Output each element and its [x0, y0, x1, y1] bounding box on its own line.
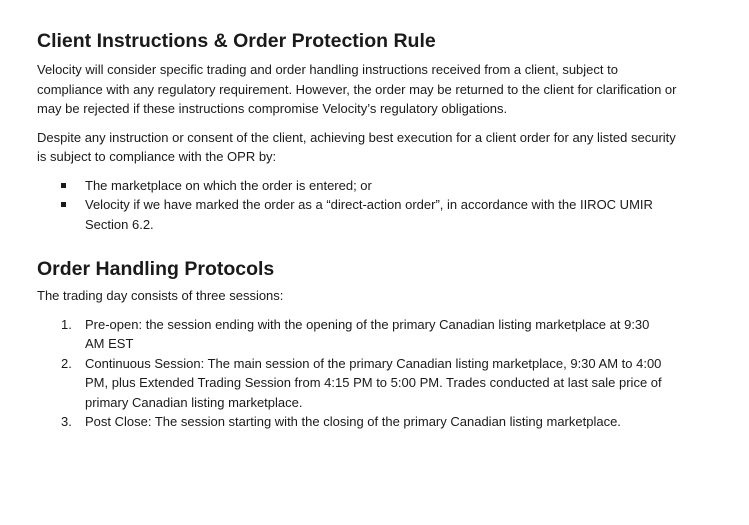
section-heading-client-instructions: Client Instructions & Order Protection Rule: [37, 30, 436, 52]
paragraph-trading-day-intro: The trading day consists of three sessions:: [37, 288, 284, 303]
list-item-text: Continuous Session: The main session of the primary Canadian listing marketplace, 9:30 AM to 4:00 PM, plus Extended Trading Session from 4:15 PM to 5:00 PM. Trades conducted at last sale price of primary Canadian listing marketplace.: [85, 355, 662, 410]
list-item: [61, 354, 665, 413]
section-heading-order-handling: Order Handling Protocols: [37, 258, 275, 280]
list-number: 2.: [61, 355, 72, 371]
list-number: 1.: [61, 316, 72, 332]
list-item: [61, 315, 665, 354]
document-body: [37, 30, 687, 432]
list-item: [61, 412, 665, 432]
square-bullet-icon: [61, 183, 66, 188]
list-item-text: Pre-open: the session ending with the opening of the primary Canadian listing marketplace at 9:30 AM EST: [85, 316, 650, 351]
bullet-list: [37, 176, 687, 235]
paragraph-best-execution: Despite any instruction or consent of the client, achieving best execution for a client order for any listed security is subject to compliance with the OPR by:: [37, 129, 676, 164]
list-number: 3.: [61, 414, 72, 429]
list-item-text: The marketplace on which the order is entered; or: [85, 177, 372, 193]
list-item-text: Velocity if we have marked the order as a “direct-action order”, in accordance with the IIROC UMIR Section 6.2.: [85, 197, 653, 232]
list-item: [61, 195, 687, 234]
list-item: [61, 176, 687, 196]
square-bullet-icon: [61, 202, 66, 207]
paragraph-velocity-instructions: Velocity will consider specific trading and order handling instructions received from a client, subject to compliance with any regulatory requirement. However, the order may be returned to the client for clarification or may be rejected if these instructions compromise Velocity’s regulatory obligations.: [37, 62, 677, 116]
numbered-list: [37, 315, 687, 432]
list-item-text: Post Close: The session starting with the closing of the primary Canadian listing marketplace.: [85, 414, 621, 429]
